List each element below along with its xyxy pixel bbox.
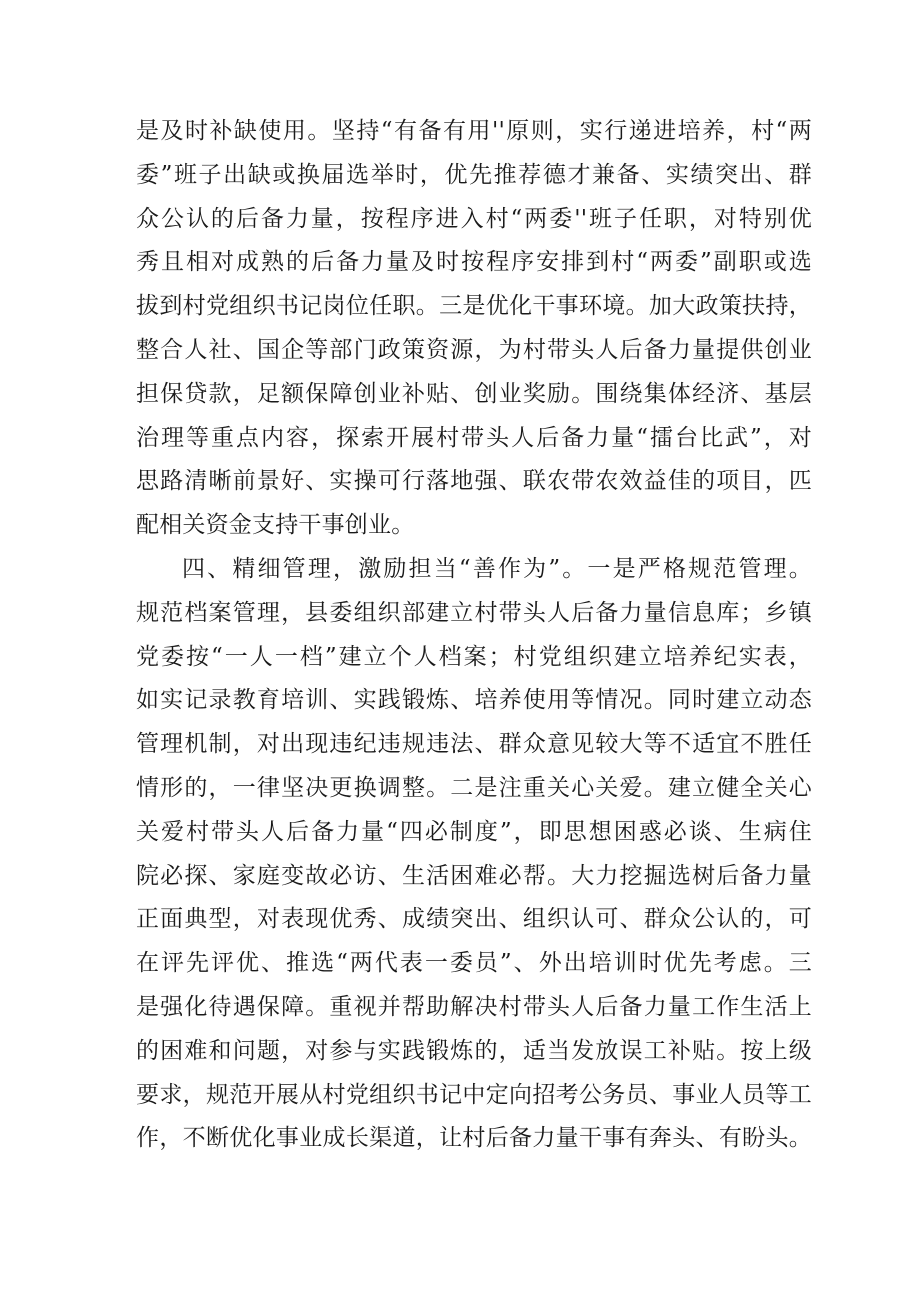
text-line: 管理机制，对出现违纪违规违法、群众意见较大等不适宜不胜任 — [136, 731, 812, 758]
text-line: 正面典型，对表现优秀、成绩突出、组织认可、群众公认的，可 — [136, 906, 812, 933]
text-line: 院必探、家庭变故必访、生活困难必帮。大力挖掘选树后备力量 — [136, 862, 812, 889]
text-line: 关爱村带头人后备力量“四必制度”，即思想困惑必谈、生病住 — [136, 818, 812, 845]
text-line: 委”班子出缺或换届选举时，优先推荐德才兼备、实绩突出、群 — [136, 161, 812, 188]
text-line: 要求，规范开展从村党组织书记中定向招考公务员、事业人员等工 — [136, 1081, 812, 1108]
text-line: 思路清晰前景好、实操可行落地强、联农带农效益佳的项目，匹 — [136, 468, 812, 495]
text-line: 众公认的后备力量，按程序进入村“两委''班子任职，对特别优 — [136, 205, 812, 232]
body-text — [136, 110, 812, 1161]
text-line: 是及时补缺使用。坚持“有备有用''原则，实行递进培养，村“两 — [136, 118, 812, 144]
text-line: 如实记录教育培训、实践锻炼、培养使用等情况。同时建立动态 — [136, 687, 812, 714]
text-line: 整合人社、国企等部门政策资源，为村带头人后备力量提供创业 — [136, 336, 812, 363]
text-line: 配相关资金支持干事创业。 — [136, 512, 415, 539]
text-line: 规范档案管理，县委组织部建立村带头人后备力量信息库；乡镇 — [136, 599, 812, 626]
text-line: 情形的，一律坚决更换调整。二是注重关心关爱。建立健全关心 — [136, 774, 812, 801]
text-line: 担保贷款，足额保障创业补贴、创业奖励。围绕集体经济、基层 — [136, 380, 812, 407]
text-line: 治理等重点内容，探索开展村带头人后备力量“擂台比武”，对 — [136, 424, 812, 451]
text-line: 作，不断优化事业成长渠道，让村后备力量干事有奔头、有盼头。 — [136, 1125, 812, 1152]
text-line: 秀且相对成熟的后备力量及时按程序安排到村“两委”副职或选 — [136, 249, 812, 276]
text-line: 拔到村党组织书记岗位任职。三是优化干事环境。加大政策扶持， — [136, 293, 812, 320]
text-line: 的困难和问题，对参与实践锻炼的，适当发放误工补贴。按上级 — [136, 1037, 812, 1064]
paragraph-2 — [136, 548, 812, 1161]
paragraph-1 — [136, 110, 812, 548]
text-line: 四、精细管理，激励担当“善作为”。一是严格规范管理。 — [182, 555, 812, 582]
text-line: 在评先评优、推选“两代表一委员”、外出培训时优先考虑。三 — [136, 950, 812, 977]
text-line: 党委按“一人一档”建立个人档案；村党组织建立培养纪实表， — [136, 643, 812, 670]
text-line: 是强化待遇保障。重视并帮助解决村带头人后备力量工作生活上 — [136, 993, 812, 1020]
